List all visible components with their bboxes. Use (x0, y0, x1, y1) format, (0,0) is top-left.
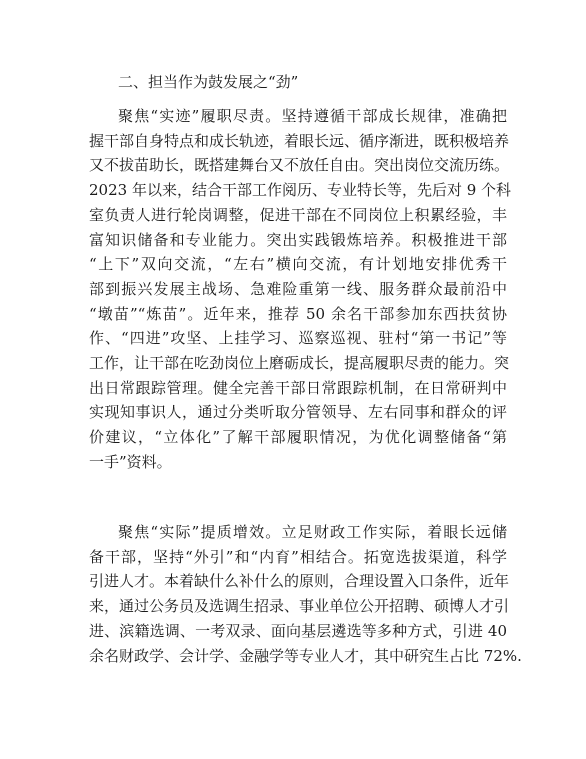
paragraph-2 (89, 520, 522, 668)
paragraph-line: “上下”双向交流，“左右”横向交流，有计划地安排优秀干 (89, 255, 507, 274)
paragraph-line: 出日常跟踪管理。健全完善干部日常跟踪机制，在日常研判中 (89, 378, 507, 397)
paragraph-line: 富知识储备和专业能力。突出实践锻炼培养。积极推进干部 (89, 230, 507, 249)
paragraph-line: 余名财政学、会计学、金融学等专业人才，其中研究生占比 72%. (89, 646, 522, 665)
paragraph-line: 又不拔苗助长，既搭建舞台又不放任自由。突出岗位交流历练。 (89, 156, 510, 175)
paragraph-line: 价建议，“立体化”了解干部履职情况，为优化调整储备“第 (89, 428, 507, 447)
paragraph-line: 部到振兴发展主战场、急难险重第一线、服务群众最前沿中 (89, 279, 507, 298)
paragraph-line: 作、“四进”攻坚、上挂学习、巡察巡视、驻村“第一书记”等 (89, 329, 507, 348)
paragraph-line: 引进人才。本着缺什么补什么的原则，合理设置入口条件，近年 (89, 572, 510, 591)
paragraph-line: “墩苗”“炼苗”。近年来，推荐 50 余名干部参加东西扶贫协 (89, 304, 507, 323)
paragraph-line: 来，通过公务员及选调生招录、事业单位公开招聘、硕博人才引 (89, 597, 510, 616)
paragraph-line: 聚焦“实际”提质增效。立足财政工作实际，着眼长远储 (118, 523, 507, 541)
paragraph-line: 备干部，坚持“外引”和“内育”相结合。拓宽选拔渠道，科学 (89, 547, 507, 566)
paragraph-line: 握干部自身特点和成长轨迹，着眼长远、循序渐进，既积极培养 (89, 131, 510, 150)
paragraph-line: 一手”资料。 (89, 452, 172, 471)
paragraph-line: 工作，让干部在吃劲岗位上磨砺成长，提高履职尽责的能力。突 (89, 354, 510, 373)
paragraph-line: 实现知事识人，通过分类听取分管领导、左右同事和群众的评 (89, 403, 507, 422)
paragraph-line: 聚焦“实迹”履职尽责。坚持遵循干部成长规律，准确把 (118, 107, 507, 125)
paragraph-line: 室负责人进行轮岗调整，促进干部在不同岗位上积累经验，丰 (89, 205, 507, 224)
section-heading: 二、担当作为鼓发展之“劲” (118, 73, 299, 91)
paragraph-1 (89, 104, 512, 475)
paragraph-line: 进、滨籍选调、一考双录、面向基层遴选等多种方式，引进 40 (89, 621, 507, 640)
paragraph-line: 2023 年以来，结合干部工作阅历、专业特长等，先后对 9 个科 (89, 181, 512, 200)
